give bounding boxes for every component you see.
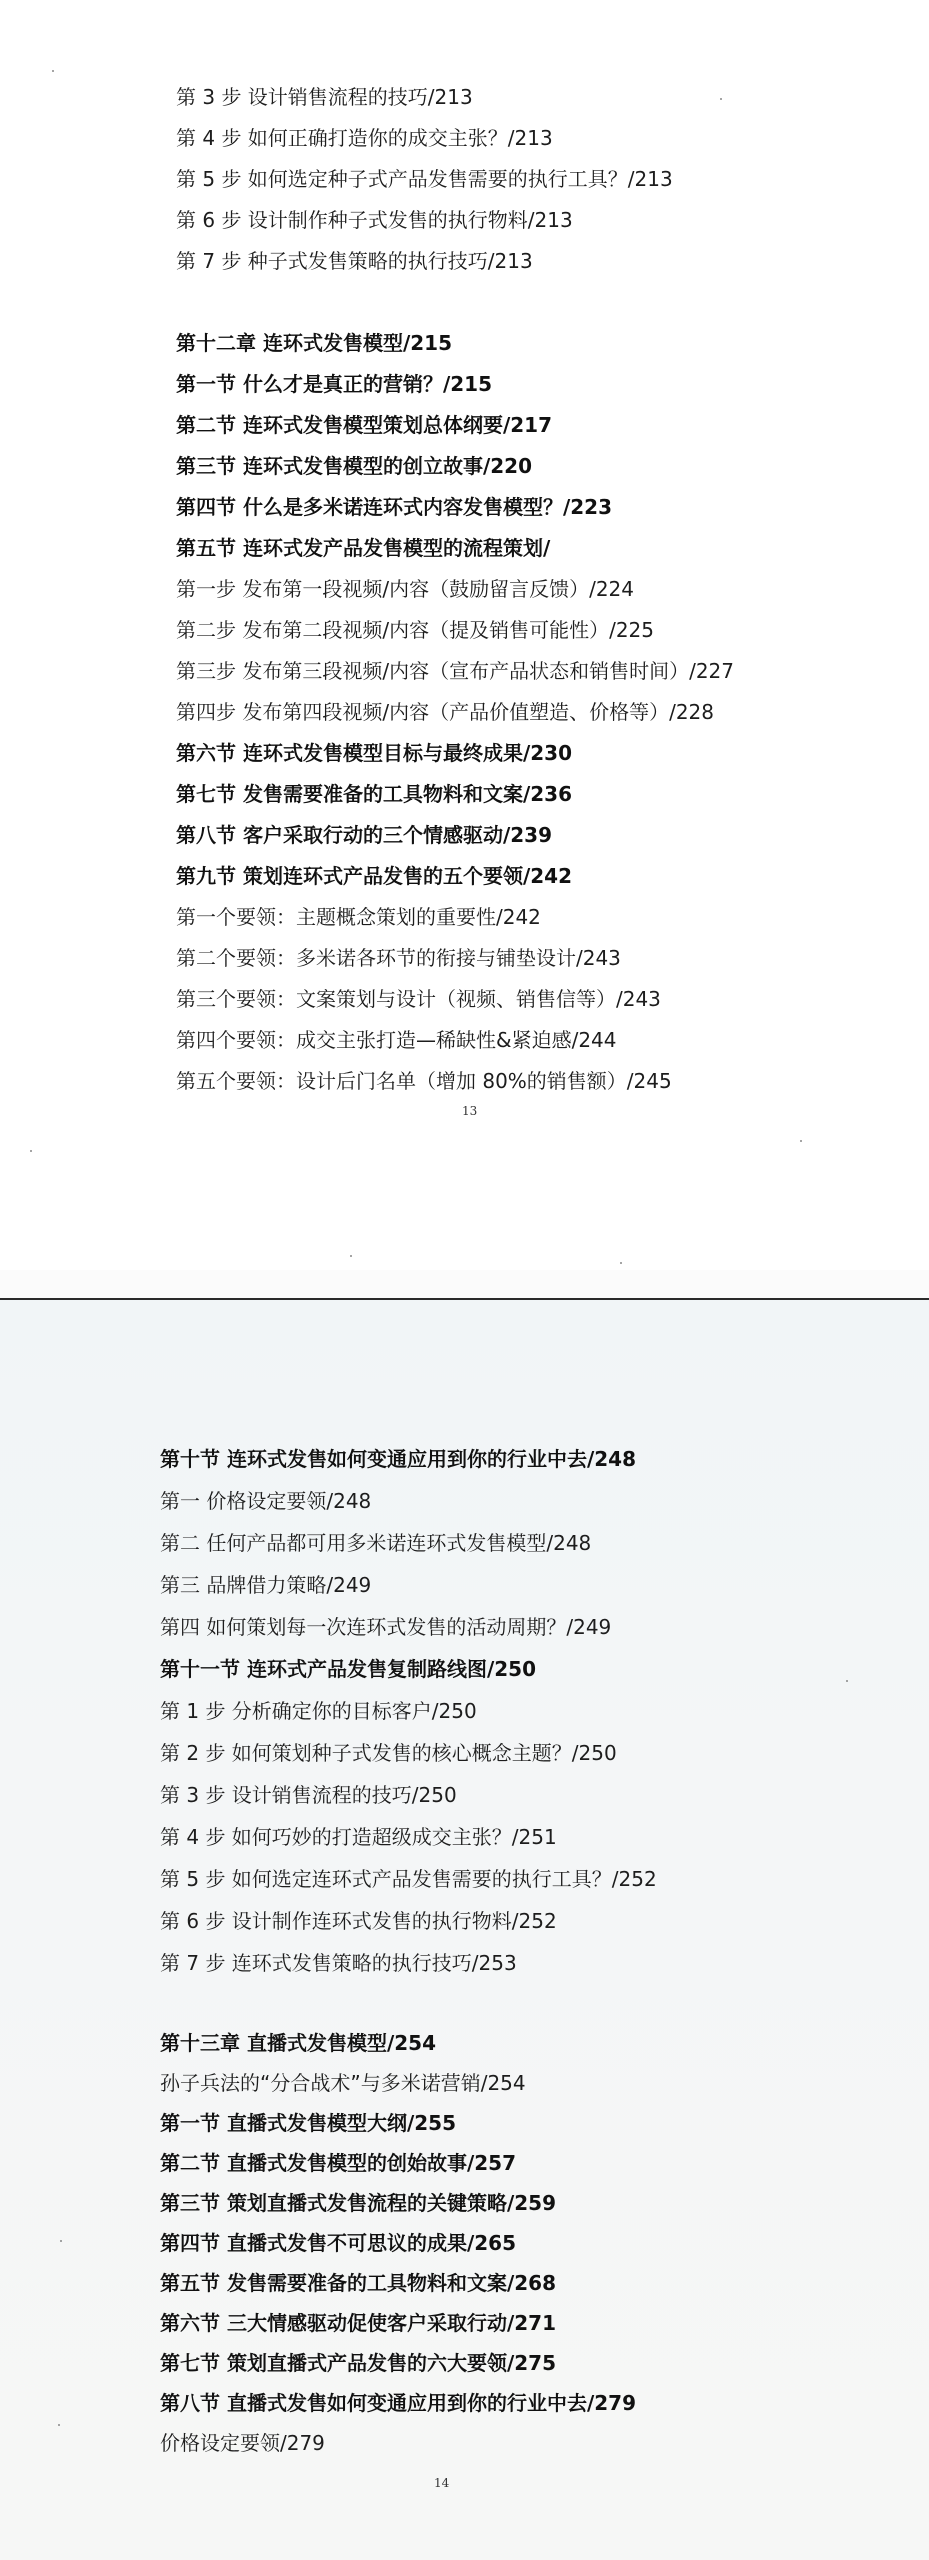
toc-entry: 第 6 步 设计制作种子式发售的执行物料/213	[176, 208, 573, 232]
toc-heading: 第八节 直播式发售如何变通应用到你的行业中去/279	[160, 2391, 637, 2415]
page-number: 14	[434, 2476, 450, 2490]
scan-speck	[60, 2240, 62, 2242]
toc-entry: 第 7 步 种子式发售策略的执行技巧/213	[176, 249, 533, 273]
toc-heading: 第一节 直播式发售模型大纲/255	[160, 2111, 457, 2135]
toc-entry: 第 5 步 如何选定种子式产品发售需要的执行工具？/213	[176, 167, 673, 191]
toc-entry: 第 7 步 连环式发售策略的执行技巧/253	[160, 1951, 517, 1975]
toc-entry: 第二步 发布第二段视频/内容（提及销售可能性）/225	[176, 618, 655, 642]
toc-entry: 第一步 发布第一段视频/内容（鼓励留言反馈）/224	[176, 577, 635, 601]
toc-entry: 第 3 步 设计销售流程的技巧/213	[176, 85, 473, 109]
toc-heading: 第十节 连环式发售如何变通应用到你的行业中去/248	[160, 1447, 637, 1471]
toc-heading: 第十一节 连环式产品发售复制路线图/250	[160, 1657, 537, 1681]
toc-heading: 第三节 策划直播式发售流程的关键策略/259	[160, 2191, 557, 2215]
toc-entry: 第四 如何策划每一次连环式发售的活动周期？/249	[160, 1615, 612, 1639]
toc-entry: 第四步 发布第四段视频/内容（产品价值塑造、价格等）/228	[176, 700, 715, 724]
toc-entry: 第 4 步 如何巧妙的打造超级成交主张？/251	[160, 1825, 557, 1849]
toc-heading: 第四节 直播式发售不可思议的成果/265	[160, 2231, 517, 2255]
scan-speck	[30, 1150, 32, 1152]
scan-speck	[846, 1680, 848, 1682]
page-13	[0, 0, 929, 1270]
toc-entry: 第 6 步 设计制作连环式发售的执行物料/252	[160, 1909, 557, 1933]
toc-entry: 第 4 步 如何正确打造你的成交主张？/213	[176, 126, 553, 150]
toc-heading: 第十二章 连环式发售模型/215	[176, 331, 453, 355]
toc-entry: 第三 品牌借力策略/249	[160, 1573, 372, 1597]
toc-entry: 第 5 步 如何选定连环式产品发售需要的执行工具？/252	[160, 1867, 657, 1891]
toc-entry: 第 1 步 分析确定你的目标客户/250	[160, 1699, 477, 1723]
scan-speck	[720, 98, 722, 100]
toc-heading: 第六节 三大情感驱动促使客户采取行动/271	[160, 2311, 557, 2335]
toc-entry: 第一个要领：主题概念策划的重要性/242	[176, 905, 541, 929]
toc-heading: 第四节 什么是多米诺连环式内容发售模型？/223	[176, 495, 613, 519]
toc-heading: 第二节 直播式发售模型的创始故事/257	[160, 2151, 517, 2175]
toc-heading: 第二节 连环式发售模型策划总体纲要/217	[176, 413, 553, 437]
scan-speck	[800, 1140, 802, 1142]
page-14	[0, 1300, 929, 2560]
toc-entry: 第四个要领：成交主张打造—稀缺性&紧迫感/244	[176, 1028, 617, 1052]
toc-heading: 第六节 连环式发售模型目标与最终成果/230	[176, 741, 573, 765]
toc-entry: 第三个要领：文案策划与设计（视频、销售信等）/243	[176, 987, 661, 1011]
toc-heading: 第十三章 直播式发售模型/254	[160, 2031, 437, 2055]
toc-entry: 第五个要领：设计后门名单（增加 80%的销售额）/245	[176, 1069, 672, 1093]
toc-entry: 第 3 步 设计销售流程的技巧/250	[160, 1783, 457, 1807]
toc-heading: 第七节 发售需要准备的工具物料和文案/236	[176, 782, 573, 806]
page-gap	[0, 1270, 929, 1300]
toc-entry: 第三步 发布第三段视频/内容（宣布产品状态和销售时间）/227	[176, 659, 735, 683]
toc-entry: 第 2 步 如何策划种子式发售的核心概念主题？/250	[160, 1741, 617, 1765]
toc-heading: 第八节 客户采取行动的三个情感驱动/239	[176, 823, 553, 847]
toc-entry: 第二 任何产品都可用多米诺连环式发售模型/248	[160, 1531, 592, 1555]
toc-entry: 第一 价格设定要领/248	[160, 1489, 372, 1513]
scan-speck	[350, 1255, 352, 1257]
toc-heading: 第五节 连环式发产品发售模型的流程策划/	[176, 536, 551, 560]
toc-heading: 第九节 策划连环式产品发售的五个要领/242	[176, 864, 573, 888]
toc-entry: 孙子兵法的“分合战术”与多米诺营销/254	[160, 2071, 526, 2095]
toc-heading: 第五节 发售需要准备的工具物料和文案/268	[160, 2271, 557, 2295]
page-number: 13	[462, 1104, 478, 1118]
toc-heading: 第七节 策划直播式产品发售的六大要领/275	[160, 2351, 557, 2375]
toc-heading: 第三节 连环式发售模型的创立故事/220	[176, 454, 533, 478]
scan-speck	[58, 2424, 60, 2426]
toc-entry: 第二个要领：多米诺各环节的衔接与铺垫设计/243	[176, 946, 621, 970]
scan-speck	[52, 70, 54, 72]
toc-heading: 第一节 什么才是真正的营销？/215	[176, 372, 493, 396]
scan-speck	[620, 1262, 622, 1264]
toc-entry: 价格设定要领/279	[160, 2431, 325, 2455]
